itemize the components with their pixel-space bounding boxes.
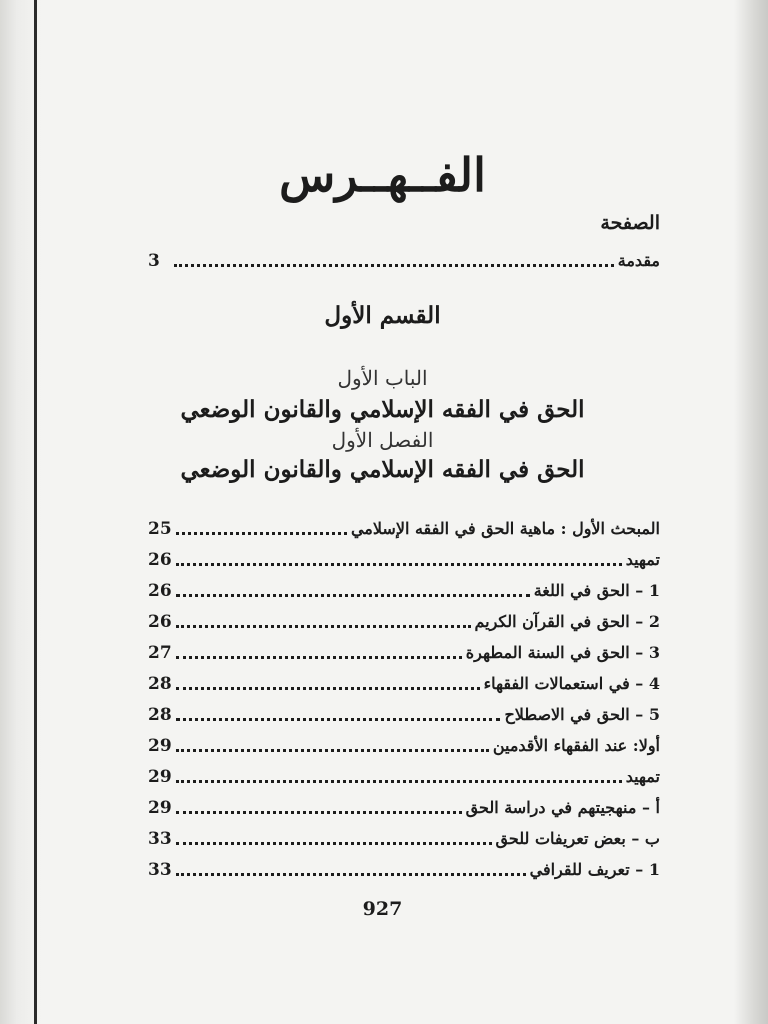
toc-entry-page: 29: [148, 798, 172, 818]
toc-entry-label: 1 – تعريف للقرافي: [529, 860, 660, 879]
toc-leader-dots: [176, 780, 622, 783]
toc-entry-label: 2 – الحق في القرآن الكريم: [474, 612, 660, 631]
toc-entry-label: ب – بعض تعريفات للحق: [495, 829, 660, 848]
toc-entry-page: 28: [148, 674, 172, 694]
toc-entry-label: المبحث الأول : ماهية الحق في الفقه الإسلامي: [350, 519, 660, 538]
toc-leader-dots: [176, 811, 462, 814]
toc-entry-label: 5 – الحق في الاصطلاح: [504, 705, 660, 724]
toc-leader-dots: [176, 873, 526, 876]
toc-entry-label: 1 – الحق في اللغة: [533, 581, 660, 600]
toc-entry: [148, 576, 660, 602]
toc-entry: [148, 607, 660, 633]
toc-leader-dots: [176, 594, 530, 597]
toc-page: [105, 0, 660, 1024]
page-right-edge: [734, 0, 768, 1024]
chapter-title: الحق في الفقه الإسلامي والقانون الوضعي: [180, 396, 585, 423]
toc-entry-intro: [148, 246, 660, 272]
toc-entry-page: 33: [148, 860, 172, 880]
toc-entry: [148, 793, 660, 819]
toc-entry-page: 3: [148, 251, 160, 271]
toc-entry-page: 26: [148, 550, 172, 570]
toc-leader-dots: [176, 687, 480, 690]
toc-entry-label: أ – منهجيتهم في دراسة الحق: [465, 798, 660, 817]
toc-entry-page: 26: [148, 612, 172, 632]
toc-entry: [148, 855, 660, 881]
toc-leader-dots: [176, 749, 489, 752]
toc-entry-label: أولا: عند الفقهاء الأقدمين: [492, 736, 660, 755]
toc-leader-dots: [174, 264, 614, 267]
toc-leader-dots: [176, 563, 622, 566]
toc-entry: [148, 762, 660, 788]
toc-entry-label: 3 – الحق في السنة المطهرة: [465, 643, 660, 662]
toc-entry: [148, 638, 660, 664]
toc-entry: [148, 669, 660, 695]
toc-entry-label: تمهيد: [625, 550, 660, 569]
chapter-label: الباب الأول: [337, 366, 428, 390]
toc-entry-label: 4 – في استعمالات الفقهاء: [483, 674, 660, 693]
toc-entry: [148, 731, 660, 757]
toc-leader-dots: [176, 656, 462, 659]
page-number: 927: [362, 898, 403, 920]
section-label: الفصل الأول: [331, 428, 434, 452]
toc-entry-label: تمهيد: [625, 767, 660, 786]
section-title: الحق في الفقه الإسلامي والقانون الوضعي: [180, 456, 585, 483]
page-title: الفــهــرس: [279, 148, 486, 202]
page-column-label: الصفحة: [600, 212, 660, 234]
toc-entry-page: 33: [148, 829, 172, 849]
toc-entry: [148, 700, 660, 726]
toc-entry: [148, 545, 660, 571]
part-heading: القسم الأول: [324, 302, 441, 329]
toc-leader-dots: [176, 842, 492, 845]
toc-entry-page: 27: [148, 643, 172, 663]
toc-entry: [148, 514, 660, 540]
toc-leader-dots: [176, 625, 471, 628]
toc-entry-page: 29: [148, 736, 172, 756]
toc-entry: [148, 824, 660, 850]
toc-leader-dots: [176, 718, 501, 721]
toc-entry-page: 26: [148, 581, 172, 601]
toc-leader-dots: [176, 532, 347, 535]
toc-entry-page: 28: [148, 705, 172, 725]
toc-entry-label: مقدمة: [617, 251, 660, 270]
toc-entry-page: 29: [148, 767, 172, 787]
binding-line: [34, 0, 37, 1024]
toc-entry-page: 25: [148, 519, 172, 539]
